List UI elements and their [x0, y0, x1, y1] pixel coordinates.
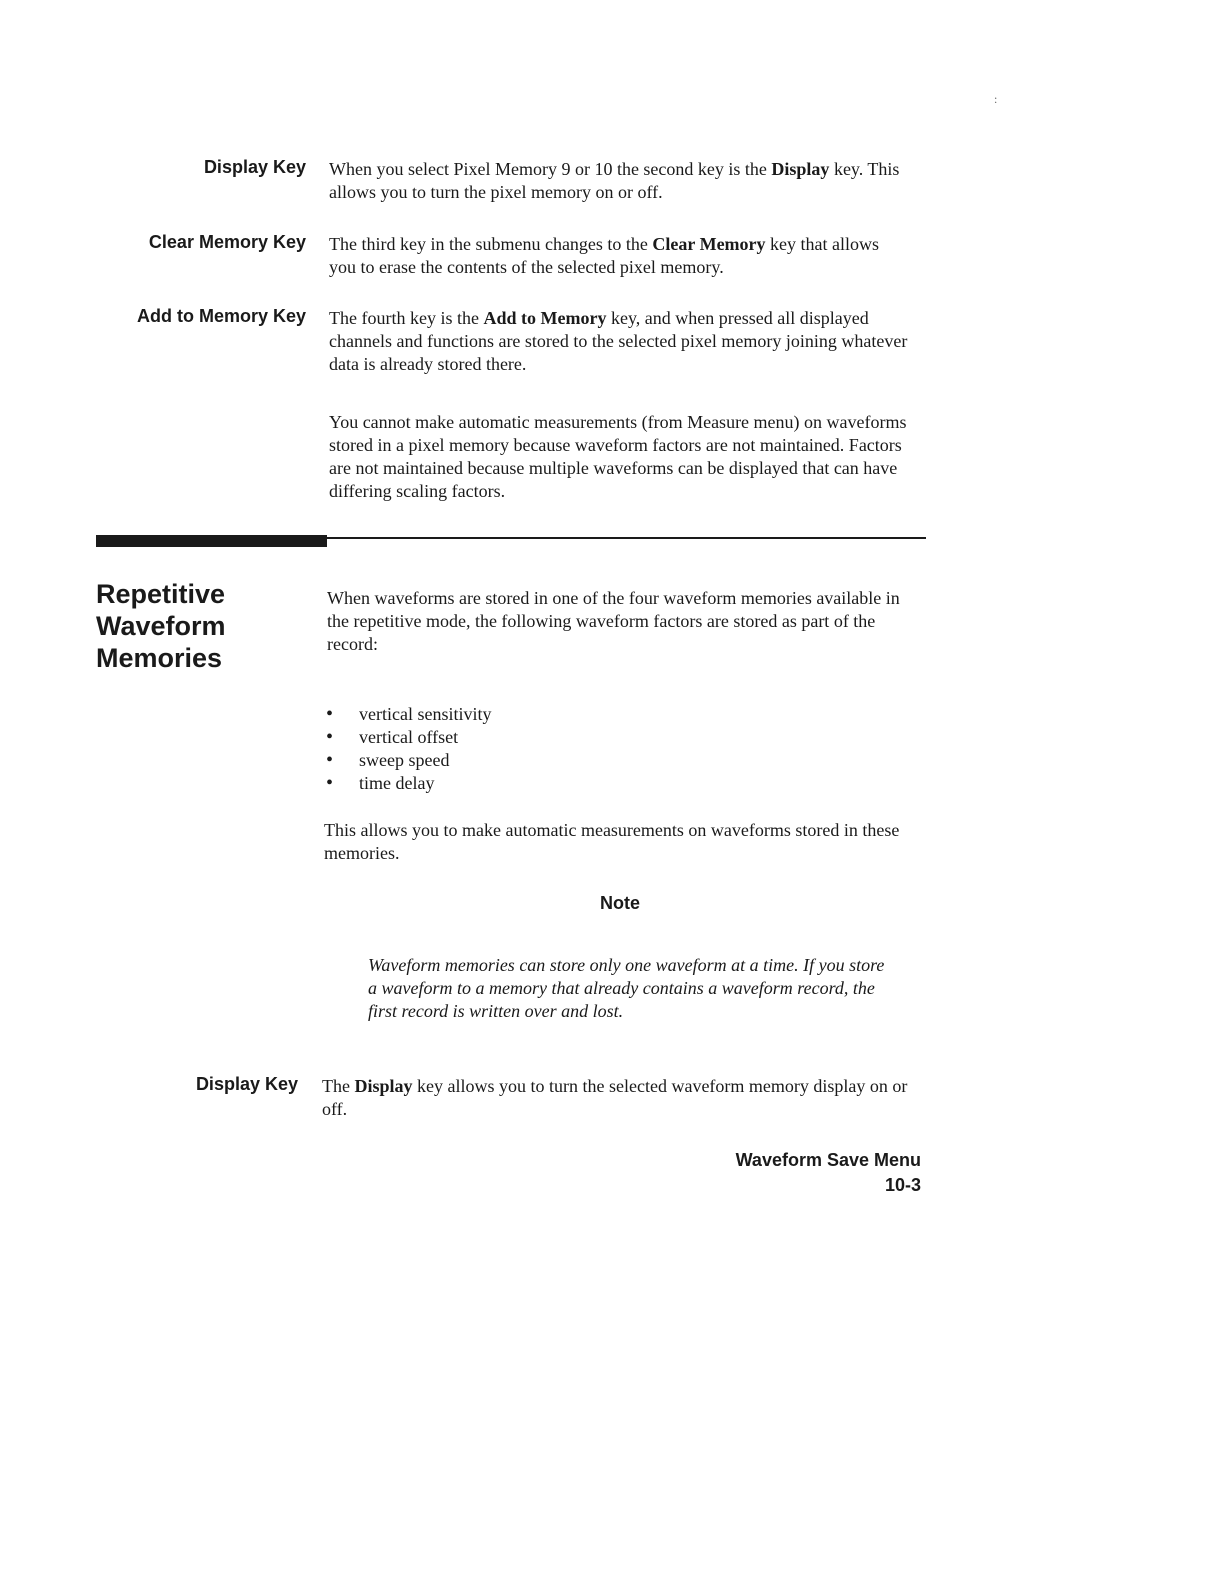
section-title-line-2: Waveform	[96, 611, 226, 641]
display-key-text-after: key. This allows you to turn the pixel memory on or off.	[329, 159, 900, 202]
clear-memory-text-after: key that allows you to erase the contents of the selected pixel memory.	[329, 234, 880, 277]
clear-memory-text-before: The third key in the submenu changes to the	[329, 234, 653, 254]
list-item: • vertical sensitivity	[326, 703, 491, 726]
display-key-description	[329, 158, 919, 204]
corner-mark: :	[994, 92, 998, 106]
clear-memory-key-label: Clear Memory Key	[148, 232, 306, 252]
add-to-memory-key-description	[329, 307, 919, 376]
measurement-note-paragraph: You cannot make automatic measurements (from Measure menu) on waveforms stored in a pixel memory because waveform factors are not maintained. Factors are not maintained because multiple waveforms can be displayed that can have differing scaling factors.	[329, 412, 907, 501]
waveform-display-text-before: The	[322, 1076, 355, 1096]
section-divider-bar	[96, 535, 327, 547]
after-bullets-paragraph: This allows you to make automatic measurements on waveforms stored in these memories.	[324, 820, 900, 863]
footer-page-number: 10-3	[884, 1175, 921, 1195]
clear-memory-key-description	[329, 233, 909, 279]
waveform-factors-list	[326, 703, 491, 795]
add-to-memory-text-before: The fourth key is the	[329, 308, 484, 328]
waveform-display-key-label: Display Key	[195, 1074, 298, 1094]
display-key-text-bold: Display	[771, 159, 830, 179]
display-key-text-before: When you select Pixel Memory 9 or 10 the second key is the	[329, 159, 772, 179]
section-title	[96, 578, 226, 674]
waveform-display-text-bold: Display	[354, 1076, 413, 1096]
waveform-display-key-description	[322, 1075, 922, 1121]
display-key-label: Display Key	[203, 157, 306, 177]
footer-chapter-title: Waveform Save Menu	[735, 1150, 921, 1170]
list-item: • sweep speed	[326, 749, 491, 772]
section-title-line-1: Repetitive	[96, 579, 226, 609]
section-title-line-3: Memories	[96, 643, 223, 673]
note-text: Waveform memories can store only one waveform at a time. If you store a waveform to a memory that already contains a waveform record, the first record is written over and lost.	[368, 955, 885, 1021]
add-to-memory-text-bold: Add to Memory	[483, 308, 607, 328]
clear-memory-text-bold: Clear Memory	[652, 234, 766, 254]
section-intro-paragraph: When waveforms are stored in one of the four waveform memories available in the repetitive mode, the following waveform factors are stored as part of the record:	[327, 588, 900, 654]
add-to-memory-key-label: Add to Memory Key	[136, 306, 306, 326]
list-item: • time delay	[326, 772, 491, 795]
waveform-display-text-after: key allows you to turn the selected waveform memory display on or off.	[322, 1076, 908, 1119]
add-to-memory-text-after: key, and when pressed all displayed channels and functions are stored to the selected pixel memory joining whatever data is already stored there.	[329, 308, 908, 374]
page-footer	[736, 1148, 921, 1198]
list-item: • vertical offset	[326, 726, 491, 749]
note-heading: Note	[600, 893, 640, 913]
